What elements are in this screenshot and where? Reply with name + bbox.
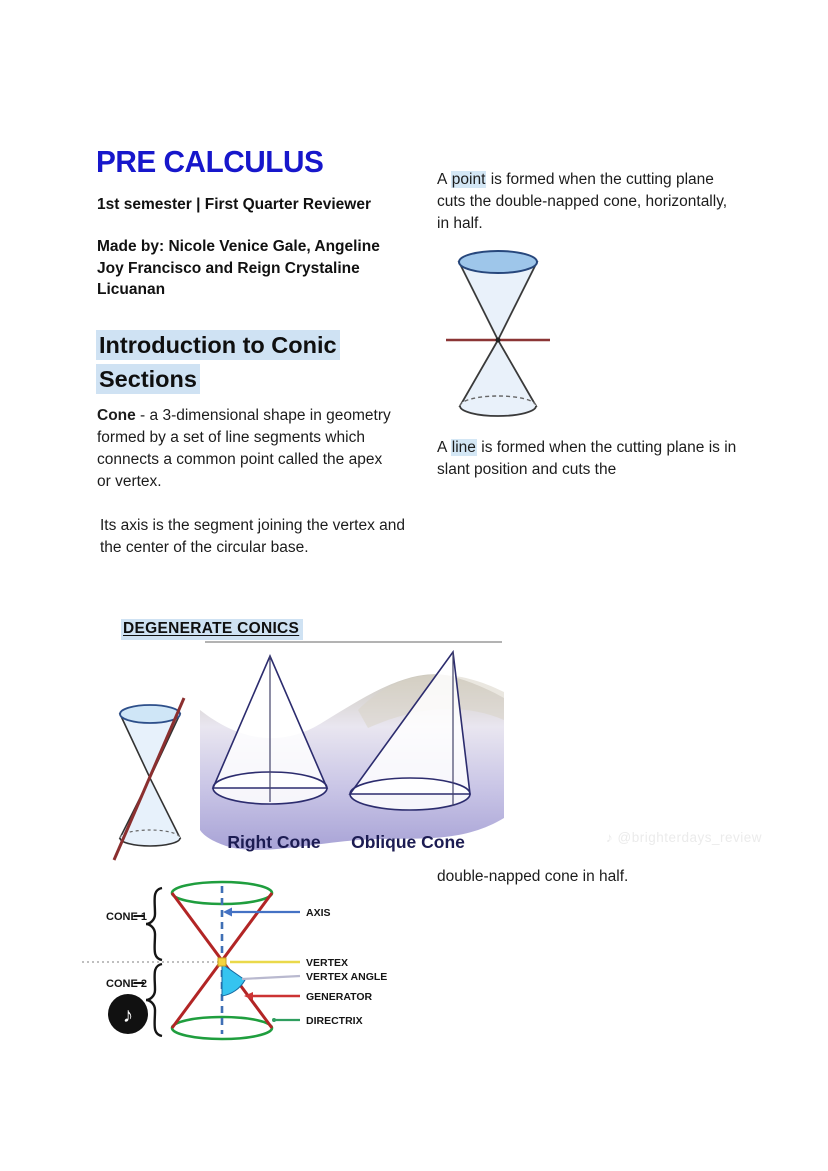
cone-definition-text: - a 3-dimensional shape in geometry formed by a set of line segments which connects a common point called the apex or vertex.: [97, 407, 391, 490]
cone-anatomy-svg: [78, 876, 398, 1048]
point-paragraph: [437, 169, 737, 235]
line-paragraph-continuation: double-napped cone in half.: [437, 868, 629, 885]
line-rest: is formed when the cutting plane is in slant position and cuts the: [437, 439, 737, 478]
oblique-cone-label: Oblique Cone: [351, 832, 465, 852]
watermark: [606, 830, 762, 845]
page-subtitle: 1st semester | First Quarter Reviewer: [97, 196, 371, 213]
degenerate-conics-figure: [108, 648, 504, 867]
cone-anatomy-figure: [78, 876, 398, 1053]
vertex-angle-label: VERTEX ANGLE: [306, 971, 388, 983]
section-heading-text: Introduction to Conic Sections: [96, 330, 340, 394]
line-highlight: line: [451, 439, 476, 456]
music-note-icon: ♪: [606, 830, 614, 845]
upper-cone-base-ellipse: [459, 251, 537, 273]
directrix-leader-dot: [272, 1018, 276, 1022]
line-prefix: A: [437, 439, 451, 456]
axis-label: AXIS: [306, 907, 331, 919]
cone-term: Cone: [97, 407, 136, 424]
point-prefix: A: [437, 171, 451, 188]
page-title: PRE CALCULUS: [96, 144, 324, 179]
double-napped-cone-figure: [438, 246, 563, 433]
cone-definition-paragraph: [97, 405, 399, 493]
cone2-brace: [146, 964, 162, 1036]
vertex-angle-leader-line: [242, 976, 300, 979]
line-paragraph: [437, 437, 737, 481]
section-heading: [96, 328, 386, 396]
point-rest: is formed when the cutting plane cuts the double-napped cone, horizontally, in half.: [437, 171, 728, 232]
vertex-angle-wedge: [222, 964, 245, 996]
double-napped-cone-svg: [438, 246, 563, 428]
cone1-label: CONE 1: [106, 911, 147, 923]
watermark-handle: @brighterdays_review: [617, 830, 763, 845]
directrix-label: DIRECTRIX: [306, 1015, 363, 1027]
vertex-marker: [218, 958, 226, 966]
figure-top-rule: [205, 641, 502, 643]
axis-leader-arrow: [223, 908, 232, 917]
generator-label: GENERATOR: [306, 991, 373, 1003]
axis-paragraph: Its axis is the segment joining the vertex and the center of the circular base.: [100, 517, 405, 556]
hourglass-top-ellipse: [120, 705, 180, 723]
degenerate-conics-svg: [108, 648, 504, 862]
point-highlight: point: [451, 171, 486, 188]
degenerate-conics-heading: DEGENERATE CONICS: [121, 619, 303, 640]
cone1-brace: [146, 888, 162, 960]
vertex-point: [496, 338, 501, 343]
cone2-label: CONE 2: [106, 978, 147, 990]
authors-paragraph: Made by: Nicole Venice Gale, Angeline Joy Francisco and Reign Crystaline Licuanan: [97, 238, 380, 298]
tiktok-note-glyph: ♪: [122, 1004, 134, 1027]
vertex-label: VERTEX: [306, 957, 349, 969]
right-cone-label: Right Cone: [227, 832, 321, 852]
